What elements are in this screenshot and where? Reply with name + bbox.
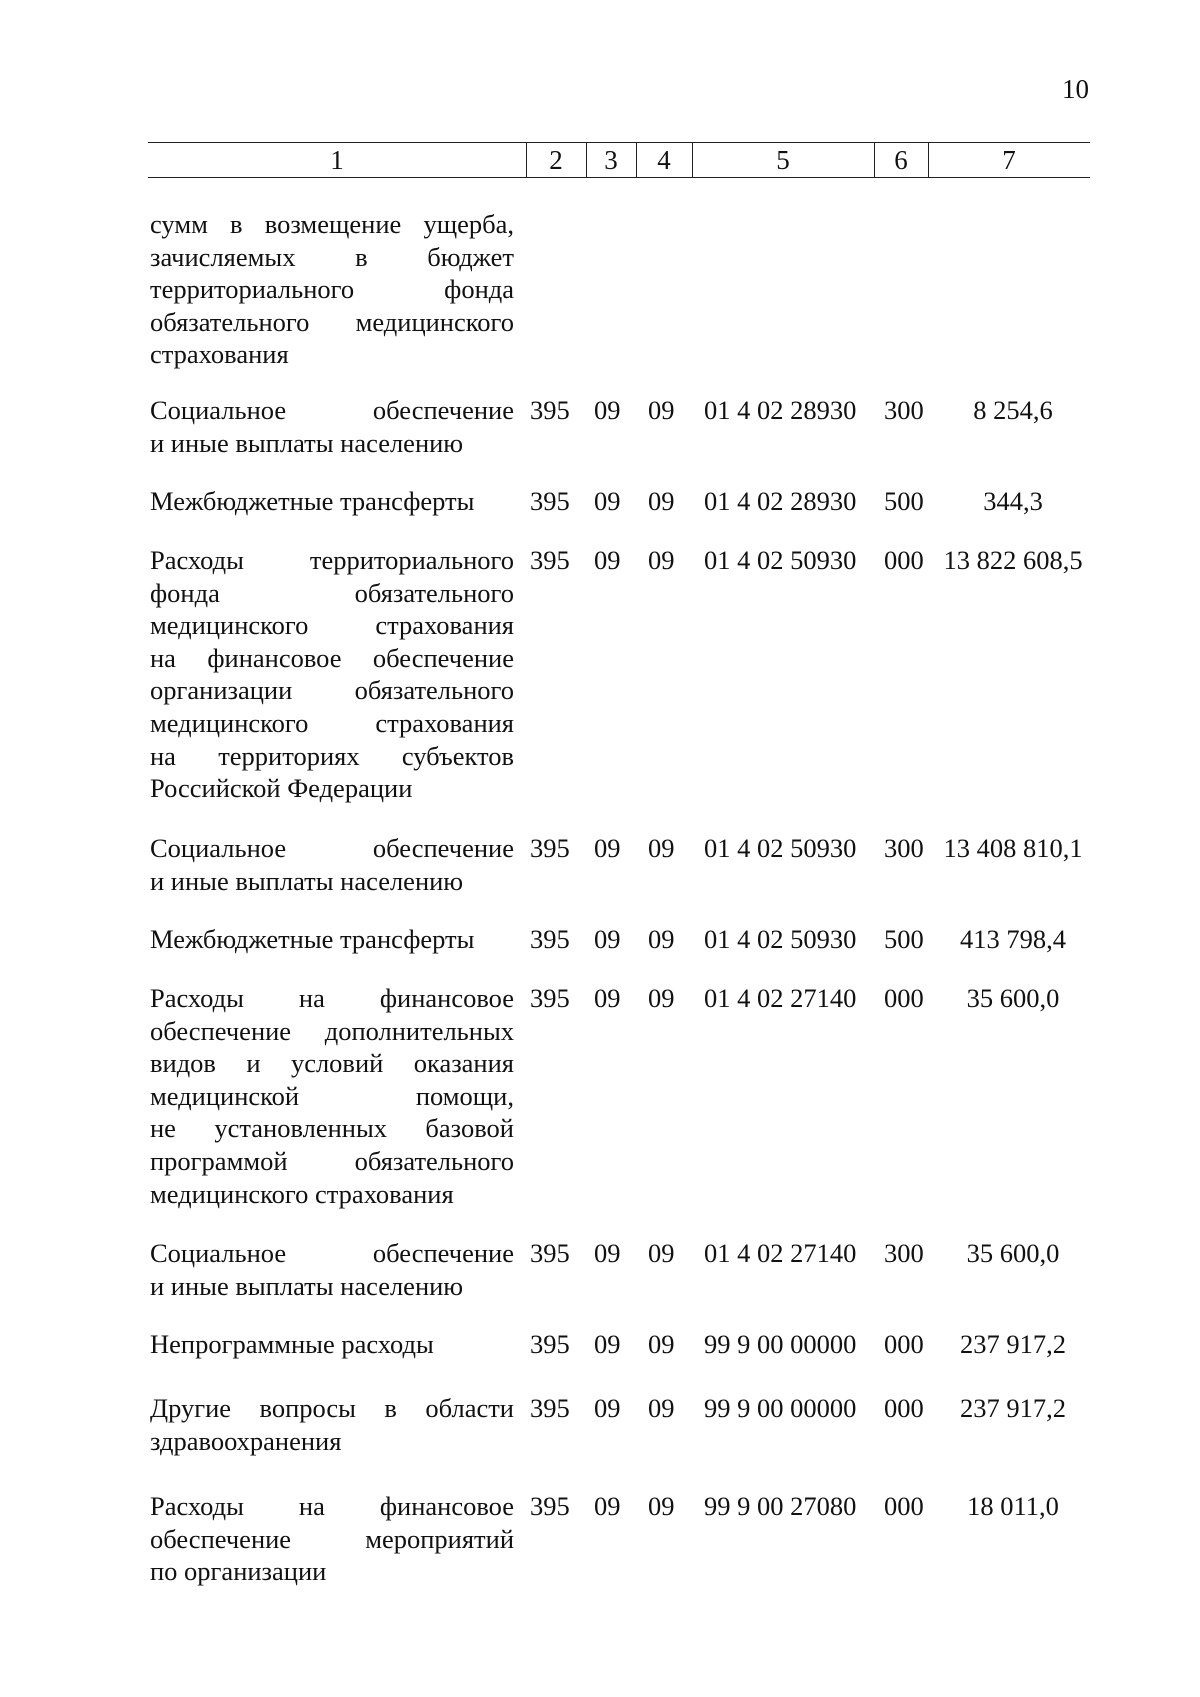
cell-c5: 01 4 02 27140 [704,1238,857,1268]
cell-c7: 35 600,0 [966,1238,1060,1268]
header-col-1: 1 [330,145,344,175]
cell-c7: 8 254,6 [973,395,1053,425]
description-line: здравоохранения [150,1425,342,1456]
description-line: Расходы территориального [150,545,514,575]
description-line: зачисляемых в бюджет [150,241,514,272]
cell-c7: 18 011,0 [967,1491,1059,1521]
description-line: фонда обязательного [150,577,514,608]
cell-c2: 395 [530,486,570,516]
cell-c6: 000 [884,1329,924,1359]
cell-c3: 09 [594,395,621,425]
row-description [150,1490,514,1588]
row-description [150,208,514,371]
cell-c6: 300 [884,395,924,425]
row-description [150,832,514,897]
cell-c7: 413 798,4 [960,924,1066,954]
description-line: не установленных базовой [150,1113,514,1144]
cell-c7: 344,3 [983,486,1043,516]
cell-c6: 300 [884,833,924,863]
cell-c5: 01 4 02 27140 [704,983,857,1013]
table-header [148,142,1090,178]
description-line: Непрограммные расходы [150,1329,434,1359]
cell-c7: 237 917,2 [960,1393,1066,1423]
description-line: Социальное обеспечение [150,833,514,863]
cell-c6: 300 [884,1238,924,1268]
description-line: Межбюджетные трансферты [150,924,475,954]
cell-c4: 09 [648,1329,675,1359]
description-line: обязательного медицинского [150,306,514,337]
cell-c4: 09 [648,1491,675,1521]
cell-c2: 395 [530,1393,570,1423]
cell-c6: 500 [884,486,924,516]
row-description [150,544,514,805]
cell-c5: 99 9 00 27080 [704,1491,857,1521]
cell-c3: 09 [594,1491,621,1521]
cell-c3: 09 [594,924,621,954]
header-col-2: 2 [549,145,563,175]
cell-c6: 000 [884,1491,924,1521]
cell-c5: 01 4 02 50930 [704,924,857,954]
description-line: на финансовое обеспечение [150,642,514,673]
description-line: видов и условий оказания [150,1048,514,1079]
cell-c2: 395 [530,924,570,954]
cell-c7: 35 600,0 [966,983,1060,1013]
cell-c6: 000 [884,545,924,575]
row-description [150,1328,514,1361]
cell-c3: 09 [594,486,621,516]
cell-c5: 99 9 00 00000 [704,1393,857,1423]
page-number: 10 [1062,74,1089,104]
description-line: Межбюджетные трансферты [150,486,475,516]
description-line: медицинского страхования [150,610,514,641]
row-description [150,982,514,1210]
cell-c4: 09 [648,545,675,575]
description-line: обеспечение дополнительных [150,1015,514,1046]
header-col-6: 6 [894,145,908,175]
row-description [150,1392,514,1457]
cell-c2: 395 [530,1491,570,1521]
description-line: организации обязательного [150,675,514,706]
header-col-5: 5 [776,145,790,175]
description-line: сумм в возмещение ущерба, [150,209,514,239]
cell-c3: 09 [594,1238,621,1268]
description-line: по организации [150,1556,327,1587]
description-line: Другие вопросы в области [150,1393,514,1423]
description-line: страхования [150,339,289,370]
description-line: территориального фонда [150,274,514,305]
cell-c6: 500 [884,924,924,954]
cell-c5: 01 4 02 28930 [704,486,857,516]
cell-c6: 000 [884,1393,924,1423]
description-line: Социальное обеспечение [150,1238,514,1268]
header-col-3: 3 [604,145,618,175]
description-line: и иные выплаты населению [150,1270,464,1301]
description-line: и иные выплаты населению [150,427,464,458]
cell-c3: 09 [594,545,621,575]
cell-c2: 395 [530,1329,570,1359]
description-line: Социальное обеспечение [150,395,514,425]
description-line: Расходы на финансовое [150,983,514,1013]
row-description [150,1237,514,1302]
cell-c3: 09 [594,833,621,863]
cell-c2: 395 [530,983,570,1013]
cell-c5: 01 4 02 50930 [704,545,857,575]
row-description [150,485,514,518]
cell-c4: 09 [648,486,675,516]
cell-c3: 09 [594,1393,621,1423]
cell-c2: 395 [530,545,570,575]
description-line: Расходы на финансовое [150,1491,514,1521]
cell-c7: 237 917,2 [960,1329,1066,1359]
description-line: медицинского страхования [150,1178,454,1209]
description-line: обеспечение мероприятий [150,1523,514,1554]
cell-c6: 000 [884,983,924,1013]
row-description [150,394,514,459]
description-line: на территориях субъектов [150,740,514,771]
cell-c5: 01 4 02 28930 [704,395,857,425]
cell-c4: 09 [648,395,675,425]
row-description [150,923,514,956]
cell-c5: 01 4 02 50930 [704,833,857,863]
description-line: медицинской помощи, [150,1080,514,1111]
description-line: и иные выплаты населению [150,865,464,896]
description-line: медицинского страхования [150,707,514,738]
cell-c4: 09 [648,1393,675,1423]
cell-c4: 09 [648,983,675,1013]
cell-c2: 395 [530,1238,570,1268]
cell-c7: 13 408 810,1 [943,833,1083,863]
cell-c3: 09 [594,983,621,1013]
cell-c3: 09 [594,1329,621,1359]
cell-c4: 09 [648,1238,675,1268]
header-col-7: 7 [1002,145,1016,175]
cell-c2: 395 [530,833,570,863]
description-line: Российской Федерации [150,773,413,804]
cell-c5: 99 9 00 00000 [704,1329,857,1359]
cell-c4: 09 [648,924,675,954]
description-line: программой обязательного [150,1145,514,1176]
cell-c4: 09 [648,833,675,863]
header-col-4: 4 [657,145,671,175]
cell-c2: 395 [530,395,570,425]
cell-c7: 13 822 608,5 [943,545,1083,575]
